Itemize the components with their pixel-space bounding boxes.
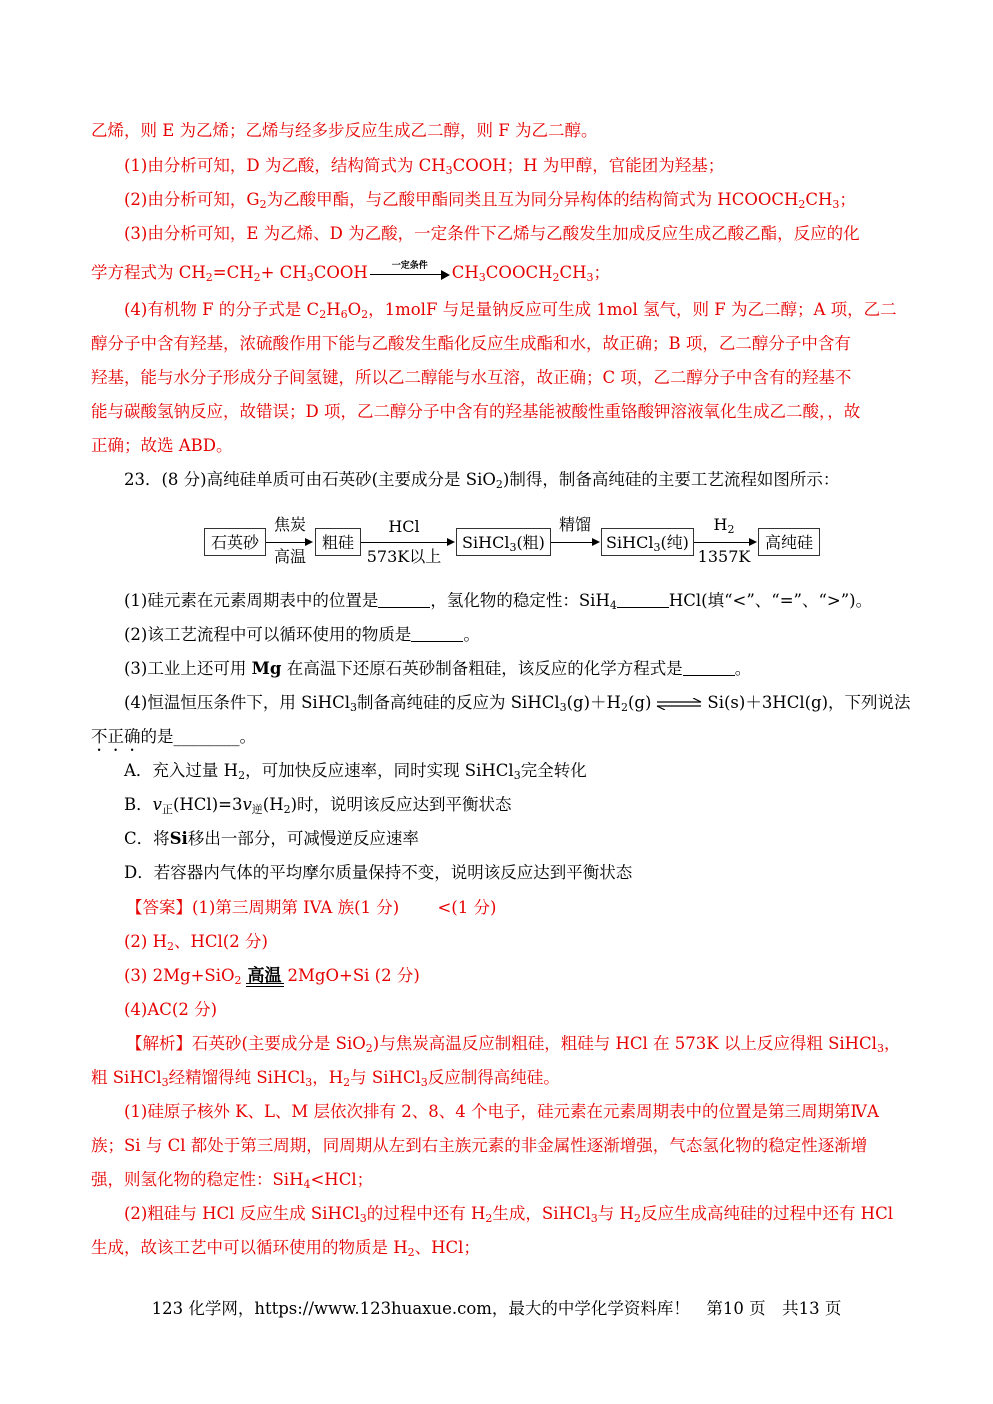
option-d: D．若容器内气体的平均摩尔质量保持不变，说明该反应达到平衡状态	[124, 863, 633, 882]
text-line: (1)由分析可知，D 为乙酸，结构简式为 $CH_3COOH$；H 为甲醇，官能团为羟基；	[124, 156, 725, 177]
flow-box-crude-silicon: 粗硅	[315, 528, 361, 556]
option-c: C．将Si移出一部分，可减慢逆反应速率	[124, 829, 419, 848]
process-flow-diagram	[204, 515, 824, 568]
option-b: B．$v_正(HCl)=3v_逆(H_2)$时，说明该反应达到平衡状态	[124, 795, 512, 816]
flow-box-crude-sihcl3: SiHCl$_3$(粗)	[456, 528, 551, 556]
flow-label: $H_2$	[713, 515, 735, 536]
text-line: (2)由分析可知，$G_2$为乙酸甲酯，与乙酸甲酯同类且互为同分异构体的结构简式为 $HCOOCH_2CH_3$；	[124, 190, 856, 211]
answer-blank[interactable]	[683, 659, 735, 676]
answer-blank[interactable]	[617, 591, 669, 608]
reaction-condition: 高温	[247, 966, 282, 986]
answer-blank[interactable]	[411, 625, 463, 642]
explanation-line: 生成，故该工艺中可以循环使用的物质是 $H_2$、HCl；	[91, 1238, 480, 1259]
question-part: (4)恒温恒压条件下，用 SiHCl$_3$制备高纯硅的反应为 $SiHCl_3(g)+H_2(g)$ Si(s)＋3HCl(g)，下列说法	[124, 693, 911, 714]
answer-line: (2) $H_2$、HCl(2 分)	[124, 932, 268, 953]
text-line: 正确；故选 ABD。	[91, 436, 233, 455]
answer-line: 【答案】(1)第三周期第 IVA 族(1 分) <(1 分)	[126, 898, 497, 917]
page-footer: 123 化学网，https://www.123huaxue.com，最大的中学化学资料库！ 第10 页 共13 页	[151, 1299, 842, 1318]
question-stem: 23．(8 分)高纯硅单质可由石英砂(主要成分是 SiO$_2$)制得，制备高纯硅的主要工艺流程如图所示：	[124, 470, 840, 491]
text-line: 乙烯，则 E 为乙烯；乙烯与经多步反应生成乙二醇，则 F 为乙二醇。	[91, 121, 598, 140]
explanation-line: 粗 SiHCl$_3$经精馏得纯 SiHCl$_3$，$H_2$与 SiHCl$_3$反应制得高纯硅。	[91, 1068, 560, 1089]
flow-label: 焦炭	[273, 515, 306, 534]
explanation-line: 族；Si 与 Cl 都处于第三周期，同周期从左到右主族元素的非金属性逐渐增强，气态氢化物的稳定性逐渐增	[91, 1136, 868, 1155]
flow-box-quartz-sand: 石英砂	[204, 528, 266, 556]
flow-label: 1357K	[697, 547, 751, 566]
text-line: 能与碳酸氢钠反应，故错误；D 项，乙二醇分子中含有的羟基能被酸性重铬酸钾溶液氧化生成乙二酸，，故	[91, 402, 861, 421]
text-line: 羟基，能与水分子形成分子间氢键，所以乙二醇能与水互溶，故正确；C 项，乙二醇分子中含有的羟基不	[91, 368, 852, 387]
option-a: A．充入过量 $H_2$，可加快反应速率，同时实现 SiHCl$_3$完全转化	[124, 761, 587, 782]
question-part: (1)硅元素在元素周期表中的位置是 ，氢化物的稳定性：SiH$_4$ HCl(填“<”、“=”、“>”)。	[124, 591, 873, 612]
reaction-arrow: 一定条件	[370, 262, 450, 284]
explanation-line: (2)粗硅与 HCl 反应生成 SiHCl$_3$的过程中还有 $H_2$生成，SiHCl$_3$与 $H_2$反应生成高纯硅的过程中还有 HCl	[124, 1204, 893, 1225]
equilibrium-arrow-icon	[655, 698, 703, 710]
flow-label: HCl	[388, 517, 420, 536]
flow-box-pure-sihcl3: SiHCl$_3$(纯)	[601, 528, 694, 556]
explanation-line: 强，则氢化物的稳定性：SiH$_4$<HCl；	[91, 1170, 374, 1191]
explanation-line: (1)硅原子核外 K、L、M 层依次排有 2、8、4 个电子，硅元素在元素周期表中的位置是第三周期第ⅣA	[124, 1102, 879, 1121]
equation-line: 学方程式为 $CH_2=CH_2+$ $CH_3COOH$ 一定条件 $CH_3COOCH_2CH_3$；	[91, 261, 611, 284]
text-line: (4)有机物 F 的分子式是 $C_2H_6O_2$，1molF 与足量钠反应可生成 1mol 氢气，则 F 为乙二醇；A 项，乙二	[124, 300, 897, 321]
answer-line: (3) 2Mg+SiO$_2$ 高温 2MgO+Si (2 分)	[124, 966, 420, 987]
answer-line: (4)AC(2 分)	[124, 1000, 218, 1019]
explanation-line: 【解析】石英砂(主要成分是 SiO$_2$)与焦炭高温反应制粗硅，粗硅与 HCl 在 573K 以上反应得粗 SiHCl$_3$，	[126, 1034, 901, 1055]
answer-blank[interactable]	[378, 591, 430, 608]
text-line: 醇分子中含有羟基，浓硫酸作用下能与乙酸发生酯化反应生成酯和水，故正确；B 项，乙二醇分子中含有	[91, 334, 851, 353]
question-part: (3)工业上还可用 Mg 在高温下还原石英砂制备粗硅，该反应的化学方程式是 。	[124, 659, 752, 678]
flow-label: 高温	[273, 547, 306, 566]
text-line: (3)由分析可知，E 为乙烯、D 为乙酸，一定条件下乙烯与乙酸发生加成反应生成乙酸乙酯，反应的化	[124, 224, 860, 243]
question-part: 不正确的是________。	[91, 727, 256, 746]
flow-label: 精馏	[558, 515, 591, 534]
flow-label: 573K以上	[366, 547, 442, 566]
question-part: (2)该工艺流程中可以循环使用的物质是 。	[124, 625, 480, 644]
flow-box-high-purity-silicon: 高纯硅	[758, 528, 820, 556]
